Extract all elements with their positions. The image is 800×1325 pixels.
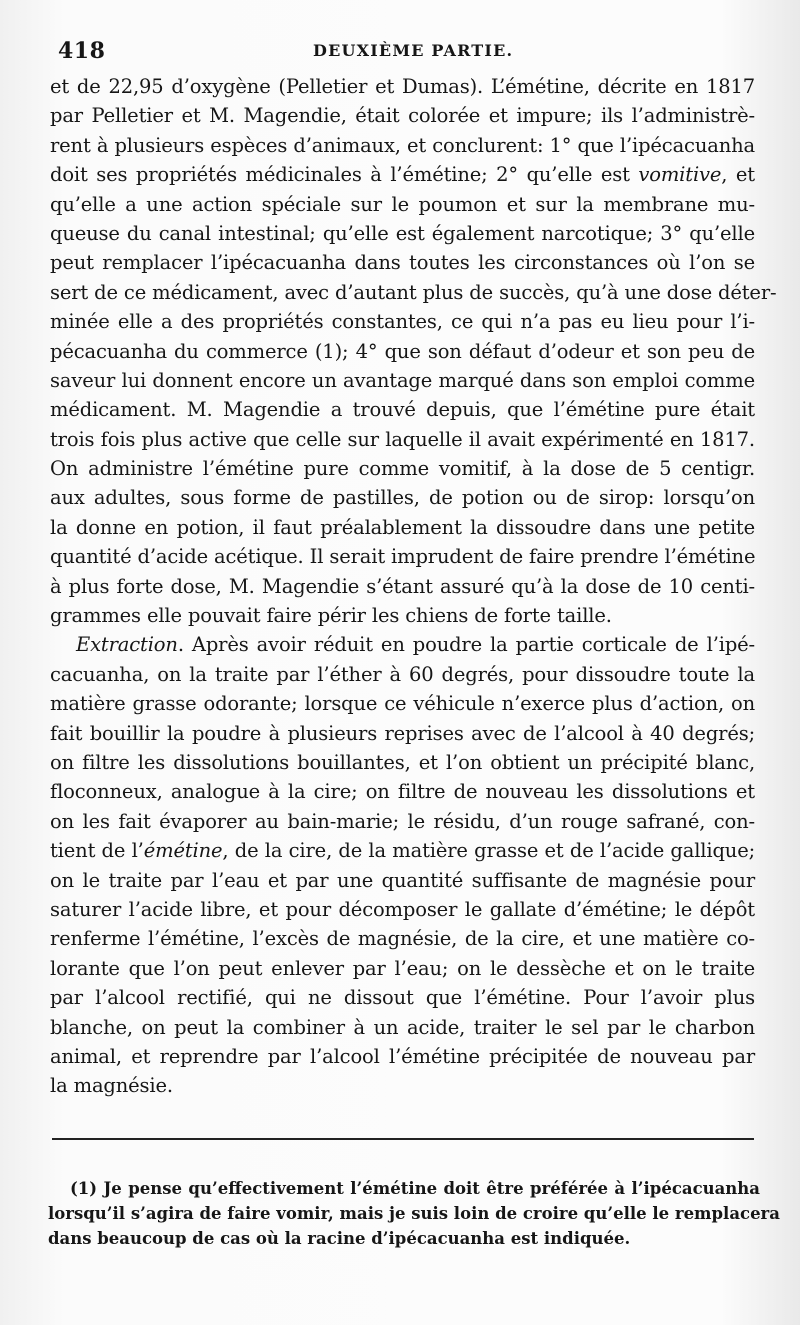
text-line: à plus forte dose, M. Magendie s’étant assuré qu’à la dose de 10 centi- (50, 574, 755, 598)
text-line: la donne en potion, il faut préalablement la dissoudre dans une petite (50, 515, 755, 539)
text-line: pécacuanha du commerce (1); 4° que son défaut d’odeur et son peu de (50, 339, 755, 363)
text-line: Extraction. Après avoir réduit en poudre la partie corticale de l’ipé- (76, 633, 755, 657)
footnote (48, 1176, 780, 1251)
running-title: DEUXIÈME PARTIE. (313, 41, 514, 60)
text-line: On administre l’émétine pure comme vomitif, à la dose de 5 centigr. (50, 457, 755, 481)
text-line: médicament. M. Magendie a trouvé depuis, que l’émétine pure était (50, 398, 755, 422)
text-line: cacuanha, on la traite par l’éther à 60 degrés, pour dissoudre toute la (50, 662, 755, 686)
text-line: fait bouillir la poudre à plusieurs reprises avec de l’alcool à 40 degrés; (50, 721, 755, 745)
text-line: qu’elle a une action spéciale sur le poumon et sur la membrane mu- (50, 192, 755, 216)
text-line: on filtre les dissolutions bouillantes, et l’on obtient un précipité blanc, (50, 750, 755, 774)
main-text (50, 72, 777, 1101)
text-line: doit ses propriétés médicinales à l’émétine; 2° qu’elle est vomitive, et (50, 163, 755, 187)
text-line: rent à plusieurs espèces d’animaux, et conclurent: 1° que l’ipécacuanha (50, 133, 755, 157)
italic-text: vomitive (638, 163, 722, 187)
page-header (58, 38, 758, 66)
text-line: on le traite par l’eau et par une quantité suffisante de magnésie pour (50, 868, 755, 892)
text-line: saveur lui donnent encore un avantage marqué dans son emploi comme (50, 368, 755, 392)
text-line: minée elle a des propriétés constantes, ce qui n’a pas eu lieu pour l’i- (50, 310, 755, 334)
text-line: et de 22,95 d’oxygène (Pelletier et Dumas). L’émétine, décrite en 1817 (50, 75, 755, 98)
footnote-divider (52, 1138, 754, 1140)
text-line: matière grasse odorante; lorsque ce véhicule n’exerce plus d’action, on (50, 692, 755, 716)
text-line: saturer l’acide libre, et pour décomposer le gallate d’émétine; le dépôt (50, 897, 755, 921)
text-line: trois fois plus active que celle sur laquelle il avait expérimenté en 1817. (50, 427, 755, 451)
page-number: 418 (58, 38, 106, 64)
text-line: renferme l’émétine, l’excès de magnésie, de la cire, et une matière co- (50, 927, 755, 951)
text-line: la magnésie. (50, 1074, 173, 1098)
text-line: floconneux, analogue à la cire; on filtre de nouveau les dissolutions et (50, 780, 755, 804)
footnote-line: dans beaucoup de cas où la racine d’ipécacuanha est indiquée. (48, 1229, 631, 1248)
footnote-line: lorsqu’il s’agira de faire vomir, mais je suis loin de croire qu’elle le remplacera (48, 1204, 780, 1223)
text-line: blanche, on peut la combiner à un acide, traiter le sel par le charbon (50, 1015, 755, 1039)
italic-text: Extraction (76, 633, 178, 657)
text-line: par Pelletier et M. Magendie, était colorée et impure; ils l’administrè- (50, 104, 755, 128)
text-line: lorante que l’on peut enlever par l’eau; on le dessèche et on le traite (50, 956, 755, 980)
text-line: grammes elle pouvait faire périr les chiens de forte taille. (50, 604, 612, 628)
footnote-line: (1) Je pense qu’effectivement l’émétine doit être préférée à l’ipécacuanha (70, 1179, 760, 1198)
text-line: tient de l’émétine, de la cire, de la matière grasse et de l’acide gallique; (50, 839, 755, 863)
text-line: on les fait évaporer au bain-marie; le résidu, d’un rouge safrané, con- (50, 809, 755, 833)
text-line: par l’alcool rectifié, qui ne dissout que l’émétine. Pour l’avoir plus (50, 986, 755, 1010)
text-line: sert de ce médicament, avec d’autant plus de succès, qu’à une dose déter- (50, 280, 777, 304)
text-line: aux adultes, sous forme de pastilles, de potion ou de sirop: lorsqu’on (50, 486, 755, 510)
text-line: animal, et reprendre par l’alcool l’émétine précipitée de nouveau par (50, 1044, 755, 1068)
text-line: queuse du canal intestinal; qu’elle est également narcotique; 3° qu’elle (50, 221, 755, 245)
text-line: peut remplacer l’ipécacuanha dans toutes les circonstances où l’on se (50, 251, 755, 275)
italic-text: émétine (143, 839, 223, 863)
text-line: quantité d’acide acétique. Il serait imprudent de faire prendre l’émétine (50, 545, 756, 569)
